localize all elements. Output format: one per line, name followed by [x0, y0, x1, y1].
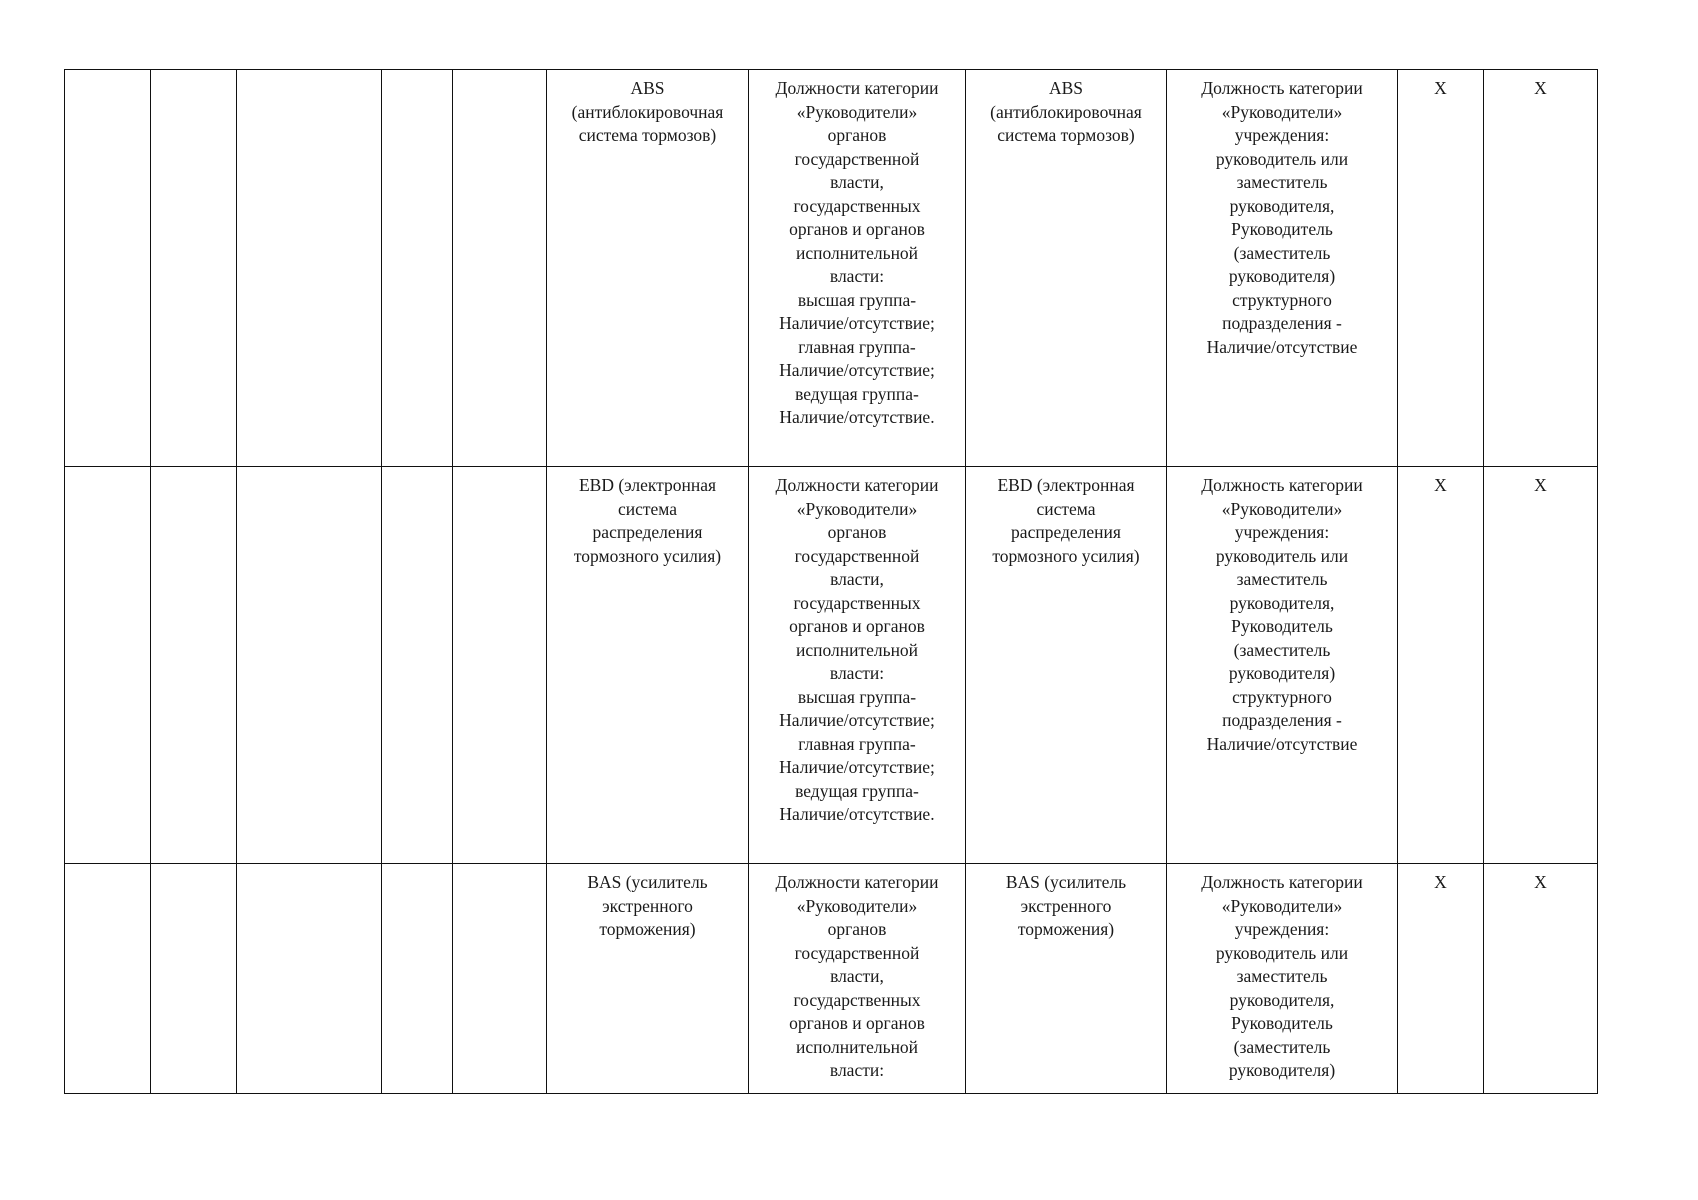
empty-cell [65, 70, 151, 467]
empty-cell [65, 864, 151, 1094]
feature-cell: ABS (антиблокировочная система тормозов) [547, 70, 749, 467]
feature-repeat-cell: EBD (электронная система распределения тормозного усилия) [966, 467, 1167, 864]
mark-cell: X [1484, 864, 1598, 1094]
feature-repeat-cell: BAS (усилитель экстренного торможения) [966, 864, 1167, 1094]
empty-cell [237, 864, 382, 1094]
empty-cell [65, 467, 151, 864]
empty-cell [151, 467, 237, 864]
empty-cell [382, 864, 453, 1094]
empty-cell [453, 467, 547, 864]
empty-cell [453, 864, 547, 1094]
feature-cell: BAS (усилитель экстренного торможения) [547, 864, 749, 1094]
requirements-table [64, 69, 1598, 1094]
feature-repeat-cell: ABS (антиблокировочная система тормозов) [966, 70, 1167, 467]
empty-cell [151, 864, 237, 1094]
mark-cell: X [1398, 70, 1484, 467]
table-row [65, 467, 1598, 864]
institution-positions-cell: Должность категории «Руководители» учреждения: руководитель или заместитель руководителя, Руководитель (заместитель руководителя) структурного подразделения - Наличие/отсутствие [1167, 467, 1398, 864]
mark-cell: X [1484, 467, 1598, 864]
gov-positions-cell: Должности категории «Руководители» органов государственной власти, государственных органов и органов исполнительной власти: высшая группа- Наличие/отсутствие; главная группа- Наличие/отсутствие; ведущая группа- Наличие/отсутствие. [749, 467, 966, 864]
empty-cell [382, 70, 453, 467]
institution-positions-cell: Должность категории «Руководители» учреждения: руководитель или заместитель руководителя, Руководитель (заместитель руководителя) [1167, 864, 1398, 1094]
empty-cell [151, 70, 237, 467]
table-row [65, 70, 1598, 467]
feature-cell: EBD (электронная система распределения тормозного усилия) [547, 467, 749, 864]
institution-positions-cell: Должность категории «Руководители» учреждения: руководитель или заместитель руководителя, Руководитель (заместитель руководителя) структурного подразделения - Наличие/отсутствие [1167, 70, 1398, 467]
empty-cell [237, 467, 382, 864]
empty-cell [453, 70, 547, 467]
mark-cell: X [1398, 467, 1484, 864]
table-row [65, 864, 1598, 1094]
empty-cell [237, 70, 382, 467]
mark-cell: X [1484, 70, 1598, 467]
empty-cell [382, 467, 453, 864]
gov-positions-cell: Должности категории «Руководители» органов государственной власти, государственных органов и органов исполнительной власти: [749, 864, 966, 1094]
gov-positions-cell: Должности категории «Руководители» органов государственной власти, государственных органов и органов исполнительной власти: высшая группа- Наличие/отсутствие; главная группа- Наличие/отсутствие; ведущая группа- Наличие/отсутствие. [749, 70, 966, 467]
mark-cell: X [1398, 864, 1484, 1094]
